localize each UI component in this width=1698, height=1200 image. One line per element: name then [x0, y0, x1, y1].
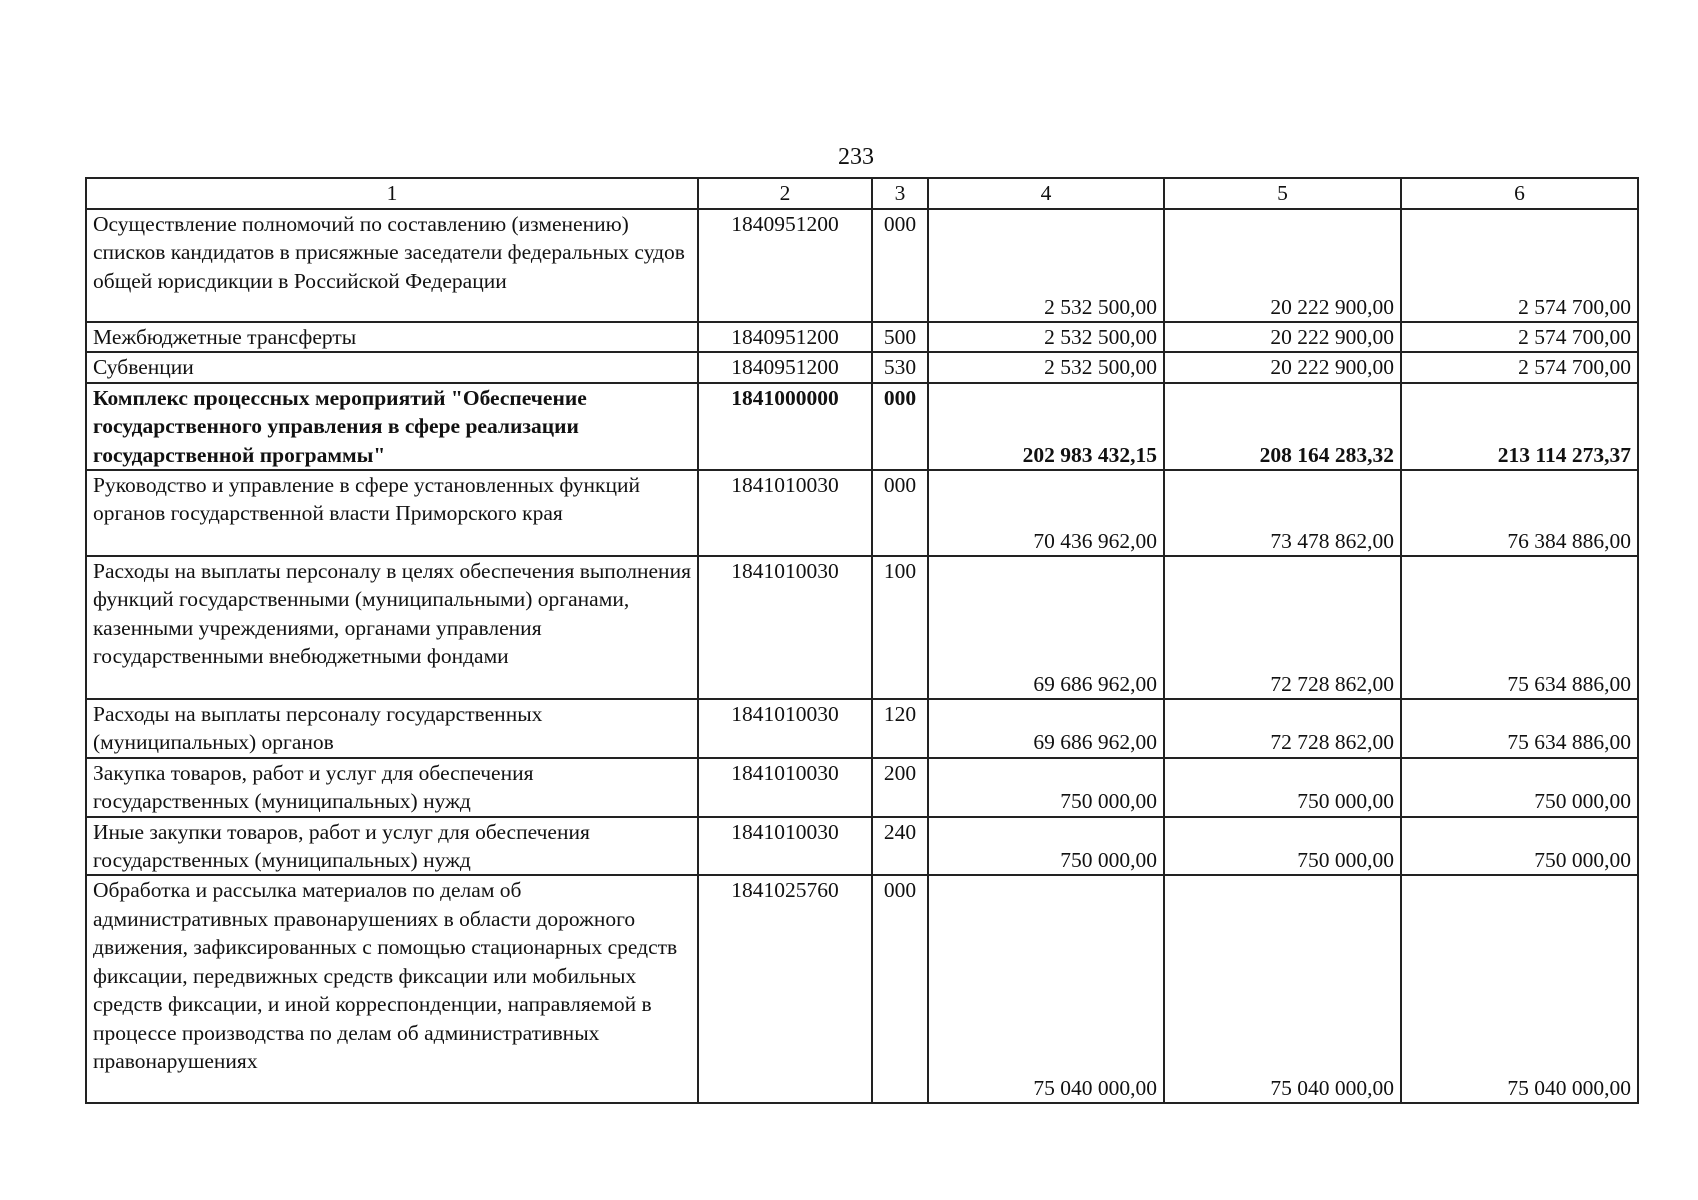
- row-amount-4: 2 532 500,00: [928, 322, 1164, 352]
- row-amount-4: 750 000,00: [928, 817, 1164, 876]
- row-amount-6: 76 384 886,00: [1401, 470, 1638, 556]
- column-header: 6: [1401, 178, 1638, 209]
- row-amount-5: 20 222 900,00: [1164, 352, 1401, 382]
- row-code: 1840951200: [698, 322, 872, 352]
- table-row: [86, 875, 1638, 1103]
- row-type: 500: [872, 322, 928, 352]
- row-amount-5: 208 164 283,32: [1164, 383, 1401, 470]
- row-type: 000: [872, 383, 928, 470]
- table-row: [86, 817, 1638, 876]
- row-amount-5: 20 222 900,00: [1164, 209, 1401, 322]
- row-name: Межбюджетные трансферты: [86, 322, 698, 352]
- row-type: 240: [872, 817, 928, 876]
- row-code: 1841000000: [698, 383, 872, 470]
- row-amount-5: 72 728 862,00: [1164, 556, 1401, 699]
- table-row: [86, 470, 1638, 556]
- row-amount-5: 750 000,00: [1164, 758, 1401, 817]
- row-type: 000: [872, 875, 928, 1103]
- row-name: Субвенции: [86, 352, 698, 382]
- row-name: Расходы на выплаты персоналу государственных (муниципальных) органов: [86, 699, 698, 758]
- row-amount-6: 2 574 700,00: [1401, 322, 1638, 352]
- row-name: Обработка и рассылка материалов по делам об административных правонарушениях в области дорожного движения, зафиксированных с помощью стационарных средств фиксации, передвижных средств фиксации или мобильных средств фиксации, и иной корреспонденции, направляемой в процессе производства по делам об административных правонарушениях: [86, 875, 698, 1103]
- table-body: [86, 209, 1638, 1103]
- row-amount-6: 750 000,00: [1401, 817, 1638, 876]
- table-row: [86, 758, 1638, 817]
- row-amount-4: 2 532 500,00: [928, 209, 1164, 322]
- row-code: 1841025760: [698, 875, 872, 1103]
- row-amount-5: 20 222 900,00: [1164, 322, 1401, 352]
- row-amount-5: 73 478 862,00: [1164, 470, 1401, 556]
- row-name: Осуществление полномочий по составлению (изменению) списков кандидатов в присяжные заседатели федеральных судов общей юрисдикции в Российской Федерации: [86, 209, 698, 322]
- column-header: 3: [872, 178, 928, 209]
- row-name: Закупка товаров, работ и услуг для обеспечения государственных (муниципальных) нужд: [86, 758, 698, 817]
- row-amount-6: 750 000,00: [1401, 758, 1638, 817]
- table-row: [86, 352, 1638, 382]
- column-header: 5: [1164, 178, 1401, 209]
- column-header: 2: [698, 178, 872, 209]
- row-amount-4: 69 686 962,00: [928, 699, 1164, 758]
- budget-table: [85, 177, 1639, 1104]
- table-row: [86, 699, 1638, 758]
- row-amount-5: 750 000,00: [1164, 817, 1401, 876]
- row-code: 1841010030: [698, 556, 872, 699]
- row-code: 1840951200: [698, 209, 872, 322]
- row-code: 1840951200: [698, 352, 872, 382]
- row-name: Расходы на выплаты персоналу в целях обеспечения выполнения функций государственными (муниципальными) органами, казенными учреждениями, органами управления государственными внебюджетными фондами: [86, 556, 698, 699]
- row-type: 120: [872, 699, 928, 758]
- row-name: Комплекс процессных мероприятий "Обеспечение государственного управления в сфере реализации государственной программы": [86, 383, 698, 470]
- row-amount-6: 2 574 700,00: [1401, 352, 1638, 382]
- row-code: 1841010030: [698, 470, 872, 556]
- column-header: 1: [86, 178, 698, 209]
- row-amount-6: 213 114 273,37: [1401, 383, 1638, 470]
- row-type: 530: [872, 352, 928, 382]
- row-amount-6: 75 040 000,00: [1401, 875, 1638, 1103]
- table-row: [86, 322, 1638, 352]
- table-row: [86, 383, 1638, 470]
- row-amount-4: 75 040 000,00: [928, 875, 1164, 1103]
- row-name: Иные закупки товаров, работ и услуг для обеспечения государственных (муниципальных) нужд: [86, 817, 698, 876]
- row-amount-6: 2 574 700,00: [1401, 209, 1638, 322]
- row-type: 200: [872, 758, 928, 817]
- row-amount-5: 75 040 000,00: [1164, 875, 1401, 1103]
- row-amount-4: 202 983 432,15: [928, 383, 1164, 470]
- row-amount-4: 70 436 962,00: [928, 470, 1164, 556]
- row-amount-4: 750 000,00: [928, 758, 1164, 817]
- row-code: 1841010030: [698, 758, 872, 817]
- table-row: [86, 209, 1638, 322]
- column-header: 4: [928, 178, 1164, 209]
- row-name: Руководство и управление в сфере установленных функций органов государственной власти Приморского края: [86, 470, 698, 556]
- table-header-row: [86, 178, 1638, 209]
- row-code: 1841010030: [698, 817, 872, 876]
- page-number: 233: [838, 144, 874, 170]
- row-type: 000: [872, 470, 928, 556]
- row-code: 1841010030: [698, 699, 872, 758]
- row-amount-4: 69 686 962,00: [928, 556, 1164, 699]
- row-amount-5: 72 728 862,00: [1164, 699, 1401, 758]
- row-amount-4: 2 532 500,00: [928, 352, 1164, 382]
- row-amount-6: 75 634 886,00: [1401, 699, 1638, 758]
- row-type: 100: [872, 556, 928, 699]
- row-amount-6: 75 634 886,00: [1401, 556, 1638, 699]
- table-row: [86, 556, 1638, 699]
- row-type: 000: [872, 209, 928, 322]
